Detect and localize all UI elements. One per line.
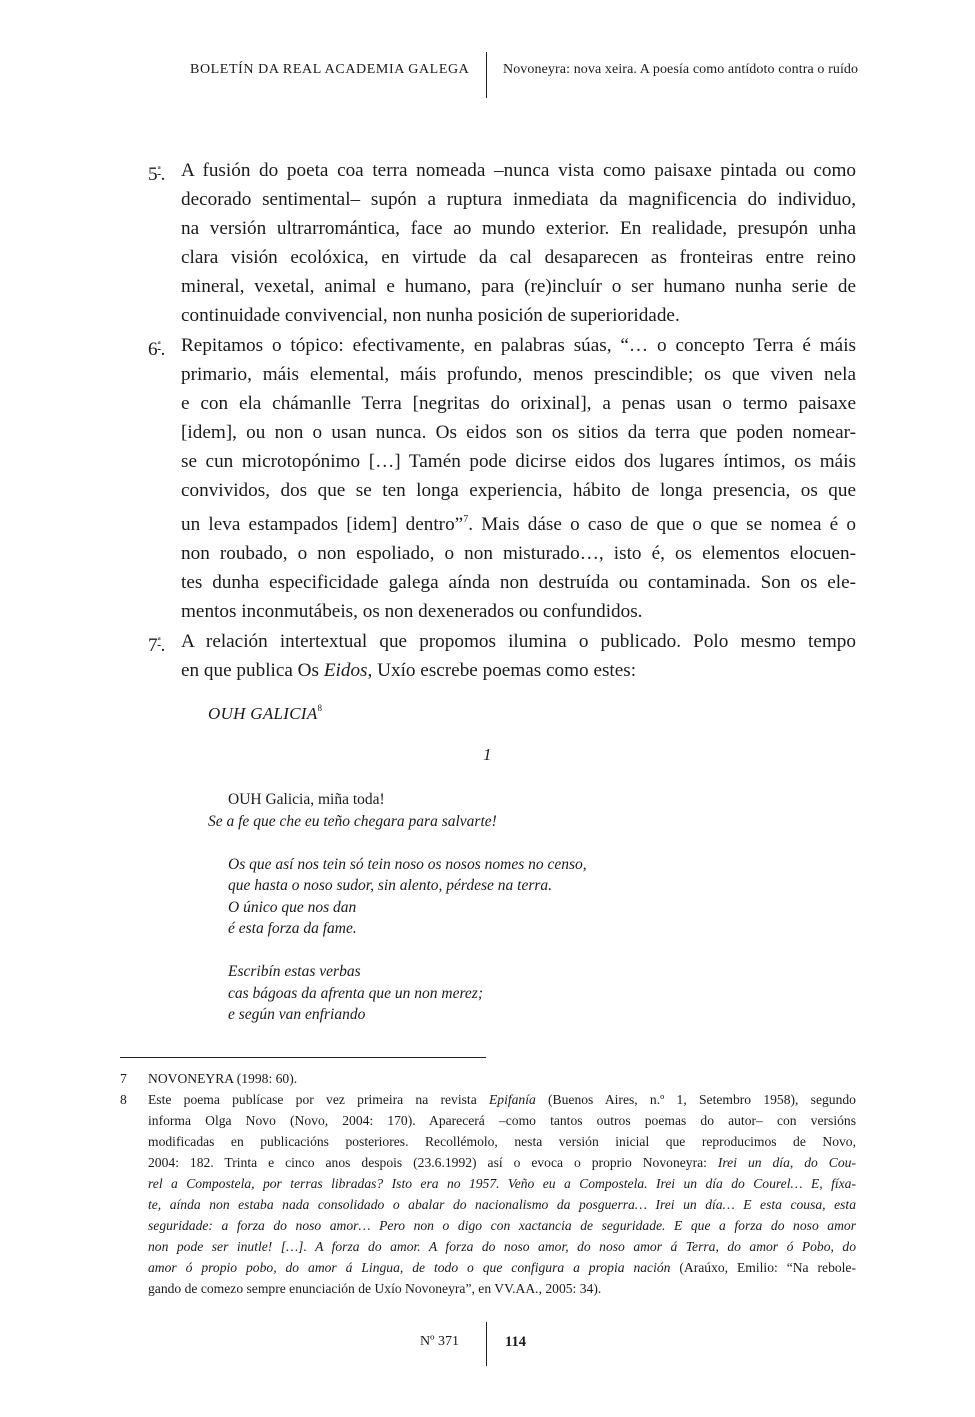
footnote-line: non pode ser inutle! […]. A forza do amor. A forza do noso amor, do noso amor á Terra, do amor ó Pobo, do bbox=[148, 1239, 856, 1254]
footnote-line: amor ó propio pobo, do amor á Lingua, de todo o que configura a propia nación (Araúxo, Emilio: “Na rebole- bbox=[148, 1260, 856, 1275]
footnote-line: modificadas en publicacións posteriores. Recollémolo, nesta versión inicial que reproducimos de Novo, bbox=[148, 1134, 856, 1149]
poem-verse: e según van enfriando bbox=[228, 1006, 366, 1023]
list-item-5 bbox=[148, 156, 856, 331]
poem-verse: OUH Galicia, miña toda! bbox=[228, 791, 385, 808]
poem-verse: Os que así nos tein só tein noso os nosos nomes no censo, bbox=[228, 855, 587, 873]
footnote-line: Este poema publícase por vez primeira na revista Epifanía (Buenos Aires, n.º 1, Setembro 1958), segundo bbox=[148, 1092, 856, 1107]
text-line: en que publica Os Eidos, Uxío escrebe poemas como estes: bbox=[181, 659, 637, 681]
poem-verse: O único que nos dan bbox=[228, 898, 357, 916]
list-item-7 bbox=[148, 627, 856, 685]
footnote-ref-8[interactable]: 8 bbox=[317, 703, 323, 713]
footnote-line: 2004: 182. Trinta e cinco anos despois (23.6.1992) así o evoca o proprio Novoneyra: Irei un día, do Cou- bbox=[148, 1155, 856, 1170]
text-line: [idem], ou non o usan nunca. Os eidos son os sitios da terra que poden nomear- bbox=[181, 421, 856, 443]
footnote-line: seguridade: a forza do noso amor… Pero non o digo con xactancia de seguridade. E que a forza do noso amor bbox=[148, 1218, 856, 1233]
poem-verse: Escribín estas verbas bbox=[228, 963, 361, 980]
footnote-number: 8 bbox=[120, 1092, 127, 1107]
text-line: Repitamos o tópico: efectivamente, en palabras súas, “… o concepto Terra é máis bbox=[181, 334, 856, 356]
footnote-line: te, aínda non estaba nada consolidado o abalar do nacionalismo da posguerra… Irei un día… E esta cousa, esta bbox=[148, 1197, 856, 1212]
text-line: A fusión do poeta coa terra nomeada –nunca vista como paisaxe pintada ou como bbox=[181, 160, 856, 181]
poem-verse: cas bágoas da afrenta que un non merez; bbox=[228, 984, 484, 1002]
running-header-article-title: Novoneyra: nova xeira. A poesía como antídoto contra o ruído bbox=[503, 62, 859, 77]
page-number: 114 bbox=[505, 1334, 526, 1350]
item-number: $7^ª$. bbox=[148, 634, 166, 656]
poem-body bbox=[208, 789, 587, 1026]
body-text bbox=[148, 156, 856, 685]
text-line: decorado sentimental– supón a ruptura inmediata da magnificencia do individuo, bbox=[181, 189, 856, 211]
footnote-line: gando de comezo sempre enunciación de Uxío Novoneyra”, en VV.AA., 2005: 34). bbox=[148, 1281, 602, 1296]
footnote-7 bbox=[120, 1068, 856, 1089]
text-line: na versión ultrarromántica, face ao mundo exterior. En realidade, presupón unha bbox=[181, 218, 856, 240]
item-number: $6^ª$. bbox=[148, 338, 166, 360]
text-line: convividos, dos que se ten longa experiencia, hábito de longa presencia, os que bbox=[181, 480, 856, 502]
text-line: clara visión ecolóxica, en virtude da cal desaparecen as fronteiras entre reino bbox=[181, 247, 856, 269]
header-divider bbox=[486, 52, 487, 98]
footnote-ref-7[interactable]: 7 bbox=[463, 514, 469, 526]
footnotes bbox=[120, 1068, 856, 1299]
text-line: primario, máis elemental, máis profundo, menos prescindible; os que viven nela bbox=[181, 363, 856, 385]
text-line: se cun microtopónimo […] Tamén pode dicirse eidos dos lugares íntimos, os máis bbox=[181, 450, 856, 472]
footnote-separator bbox=[120, 1057, 486, 1058]
poem-verse: é esta forza da fame. bbox=[228, 920, 357, 937]
footer-divider bbox=[486, 1322, 487, 1366]
footnote-line: informa Olga Novo (Novo, 2004: 170). Aparecerá –como tantos outros poemas do autor– con versións bbox=[148, 1113, 856, 1128]
poem-part-number: 1 bbox=[483, 745, 492, 764]
book-title: Eidos bbox=[323, 659, 368, 681]
list-item-6 bbox=[148, 331, 856, 627]
item-number: $5^ª$. bbox=[148, 164, 166, 185]
text-line: tes dunha especificidade galega aínda non destruída ou contaminada. Son os ele- bbox=[181, 572, 856, 594]
poem-verse: Se a fe que che eu teño chegara para salvarte! bbox=[208, 812, 497, 830]
text-line: un leva estampados [idem] dentro”$^7$. Mais dáse o caso de que o que se nomea é o bbox=[181, 514, 856, 536]
text-line: mentos inconmutábeis, os non dexenerados ou confundidos. bbox=[181, 601, 643, 623]
text-line: continuidade convivencial, non nunha posición de superioridade. bbox=[181, 305, 680, 327]
poem-verse: que hasta o noso sudor, sin alento, pérdese na terra. bbox=[228, 877, 553, 894]
text-line: mineral, vexetal, animal e humano, para (re)incluír o ser humano nunha serie de bbox=[181, 276, 856, 298]
footnote-line: rel a Compostela, por terras libradas? Isto era no 1957. Veño eu a Compostela. Irei un día do Courel… E, fíxa- bbox=[148, 1176, 856, 1191]
running-header-journal: BOLETÍN DA REAL ACADEMIA GALEGA bbox=[190, 62, 470, 77]
footnote-number: 7 bbox=[120, 1071, 127, 1086]
issue-number: Nº 371 bbox=[420, 1334, 459, 1349]
text-line: e con ela chámanlle Terra [negritas do orixinal], a penas usan o termo paisaxe bbox=[181, 392, 856, 414]
poem-title: OUH GALICIA$^8$ bbox=[208, 703, 323, 723]
text-line: A relación intertextual que propomos ilumina o publicado. Polo mesmo tempo bbox=[181, 630, 856, 652]
footnote-8 bbox=[120, 1089, 856, 1299]
footnote-text: NOVONEYRA (1998: 60). bbox=[148, 1071, 298, 1086]
text-line: non roubado, o non espoliado, o non misturado…, isto é, os elementos elocuen- bbox=[181, 543, 856, 565]
